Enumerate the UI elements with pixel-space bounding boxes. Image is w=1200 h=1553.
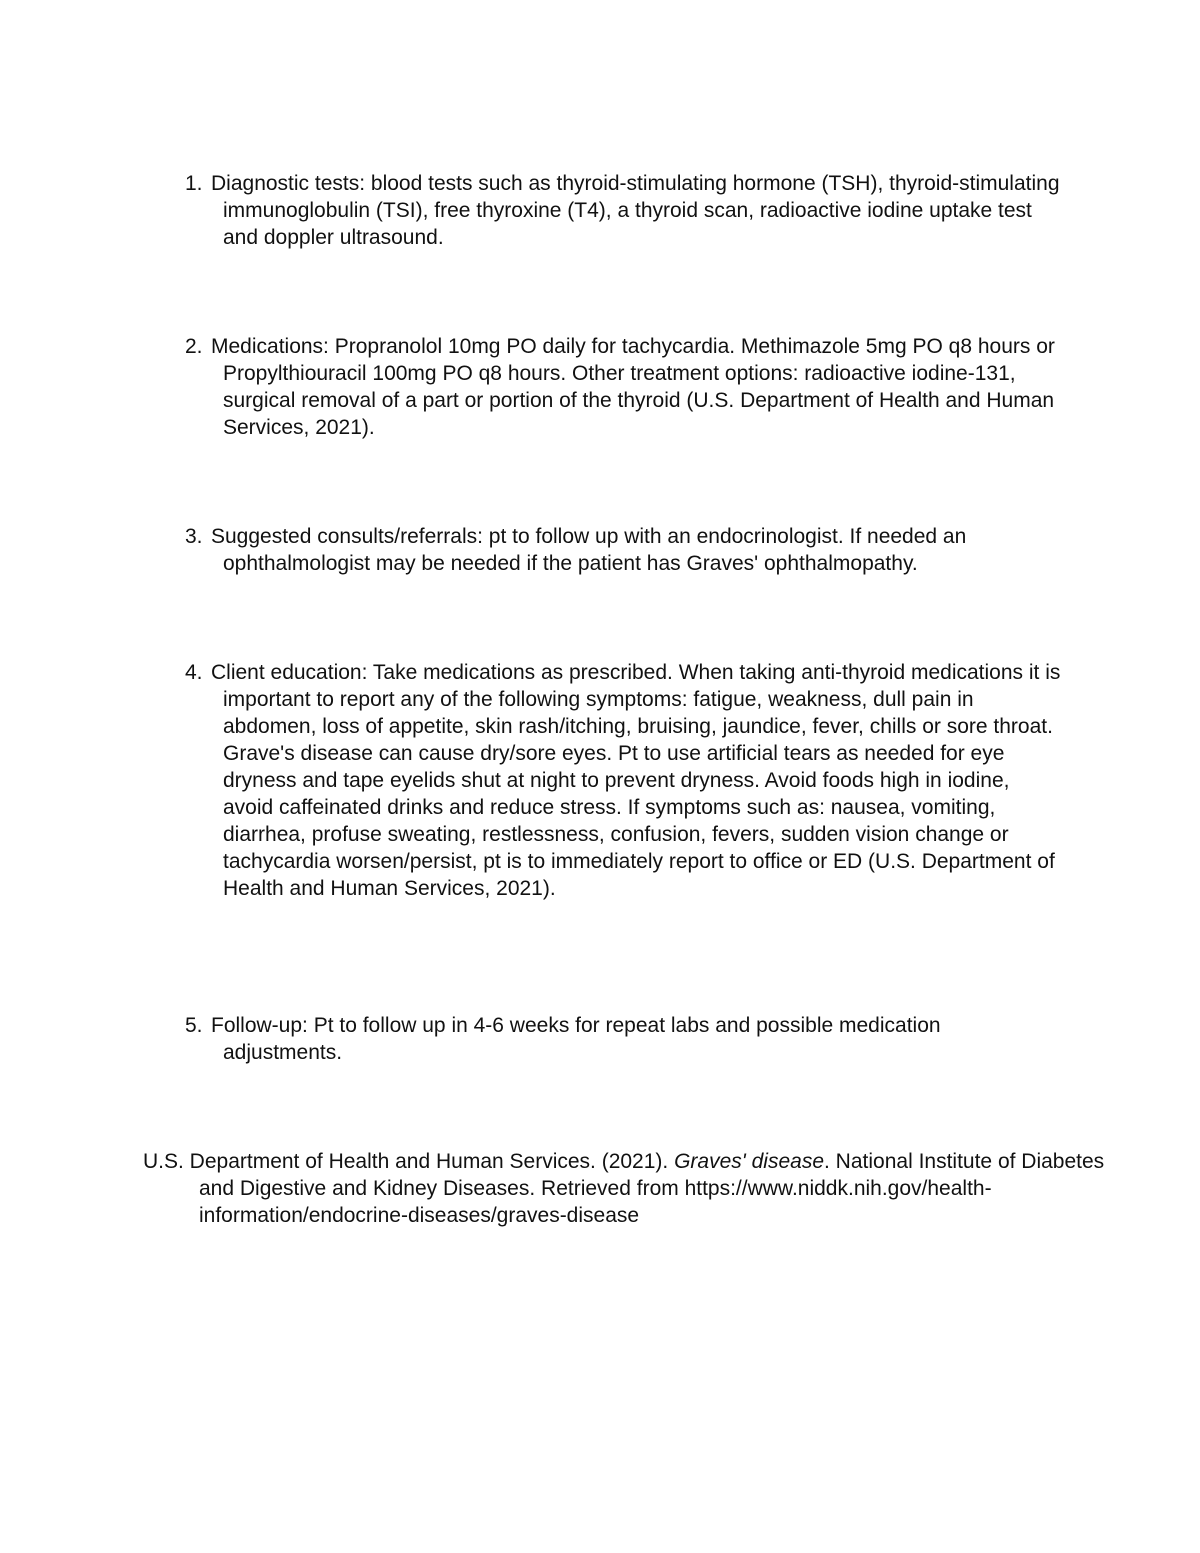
list-item-text: Suggested consults/referrals: pt to follow up with an endocrinologist. If needed an ophthalmologist may be needed if the patient has Graves' ophthalmopathy.	[211, 525, 967, 575]
reference-title: Graves' disease	[674, 1150, 825, 1173]
list-item-text: Diagnostic tests: blood tests such as thyroid-stimulating hormone (TSH), thyroid-stimulating immunoglobulin (TSI), free thyroxine (T4), a thyroid scan, radioactive iodine uptake test and doppler ultrasound.	[211, 172, 1060, 249]
reference-citation	[143, 1148, 1119, 1229]
list-item-medications	[185, 333, 1065, 441]
list-item-follow-up	[185, 1012, 1065, 1066]
reference-author-year: U.S. Department of Health and Human Services. (2021).	[143, 1150, 675, 1173]
list-item-consults-referrals	[185, 523, 1065, 577]
list-item-number: 2.	[185, 335, 203, 358]
list-item-number: 5.	[185, 1014, 203, 1037]
list-item-text: Medications: Propranolol 10mg PO daily for tachycardia. Methimazole 5mg PO q8 hours or Propylthiouracil 100mg PO q8 hours. Other treatment options: radioactive iodine-131, surgical removal of a part or portion of the thyroid (U.S. Department of Health and Human Services, 2021).	[211, 335, 1055, 439]
list-item-diagnostic-tests	[185, 170, 1065, 251]
list-item-number: 1.	[185, 172, 203, 195]
list-item-number: 4.	[185, 661, 203, 684]
list-item-text: Follow-up: Pt to follow up in 4-6 weeks for repeat labs and possible medication adjustments.	[211, 1014, 941, 1064]
list-item-text: Client education: Take medications as prescribed. When taking anti-thyroid medications it is important to report any of the following symptoms: fatigue, weakness, dull pain in abdomen, loss of appetite, skin rash/itching, bruising, jaundice, fever, chills or sore throat. Grave's disease can cause dry/sore eyes. Pt to use artificial tears as needed for eye dryness and tape eyelids shut at night to prevent dryness. Avoid foods high in iodine, avoid caffeinated drinks and reduce stress. If symptoms such as: nausea, vomiting, diarrhea, profuse sweating, restlessness, confusion, fevers, sudden vision change or tachycardia worsen/persist, pt is to immediately report to office or ED (U.S. Department of Health and Human Services, 2021).	[211, 661, 1061, 900]
list-item-client-education	[185, 659, 1065, 902]
list-item-number: 3.	[185, 525, 203, 548]
reference-details: . National Institute of Diabetes and Digestive and Kidney Diseases. Retrieved from https://www.niddk.nih.gov/health-information/endocrine-diseases/graves-disease	[199, 1150, 1105, 1227]
